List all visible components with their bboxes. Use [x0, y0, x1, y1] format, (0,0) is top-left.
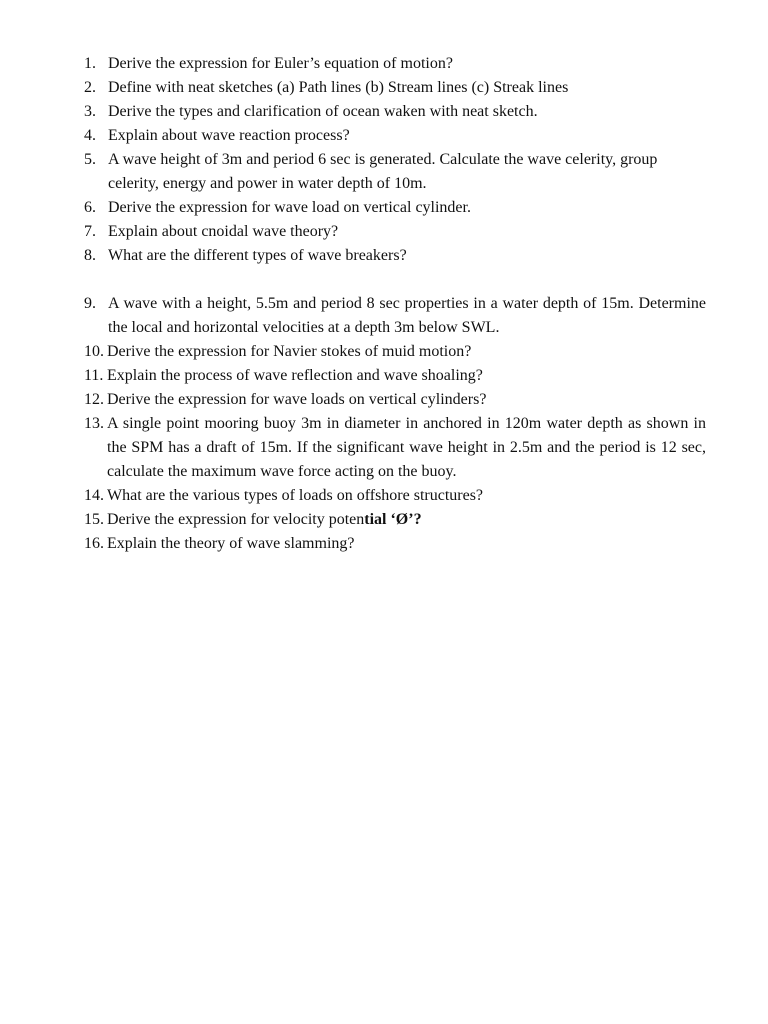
question-number: 11.	[84, 367, 104, 384]
question-number: 15.	[84, 511, 104, 528]
question-item	[84, 196, 706, 220]
question-number: 2.	[84, 79, 96, 96]
question-number: 1.	[84, 55, 96, 72]
question-item	[84, 124, 706, 148]
question-text	[107, 508, 706, 532]
question-item	[84, 340, 706, 364]
question-number: 6.	[84, 199, 96, 216]
question-number: 3.	[84, 103, 96, 120]
question-item	[84, 52, 706, 76]
question-text: A single point mooring buoy 3m in diameter in anchored in 120m water depth as shown in the SPM has a draft of 15m. If the significant wave height in 2.5m and the period is 12 sec, calculate the maximum wave force acting on the buoy.	[107, 415, 706, 480]
question-item	[84, 100, 706, 124]
question-text: What are the different types of wave breakers?	[108, 247, 407, 264]
question-number: 8.	[84, 247, 96, 264]
question-item	[84, 364, 706, 388]
question-text: Derive the expression for Euler’s equation of motion?	[108, 55, 453, 72]
question-item	[84, 412, 706, 484]
question-number: 9.	[84, 295, 96, 312]
question-text: Explain about cnoidal wave theory?	[108, 223, 339, 240]
question-item	[84, 484, 706, 508]
question-number: 10.	[84, 343, 104, 360]
question-text-bold: tial ‘Ø’?	[364, 511, 422, 528]
question-item	[84, 532, 706, 556]
question-text: Derive the types and clarification of ocean waken with neat sketch.	[108, 103, 538, 120]
question-text: Explain the theory of wave slamming?	[107, 535, 355, 552]
question-number: 13.	[84, 415, 104, 432]
question-item	[84, 220, 706, 244]
question-number: 7.	[84, 223, 96, 240]
question-item	[84, 76, 706, 100]
question-text: Derive the expression for wave load on vertical cylinder.	[108, 199, 471, 216]
question-item	[84, 508, 706, 532]
question-text: Explain about wave reaction process?	[108, 127, 350, 144]
question-number: 12.	[84, 391, 104, 408]
question-text: Derive the expression for Navier stokes of muid motion?	[107, 343, 472, 360]
question-text: What are the various types of loads on offshore structures?	[107, 487, 484, 504]
question-item	[84, 388, 706, 412]
question-item	[84, 244, 706, 268]
question-text: A wave height of 3m and period 6 sec is generated. Calculate the wave celerity, group celerity, energy and power in water depth of 10m.	[108, 151, 658, 192]
question-text: Explain the process of wave reflection and wave shoaling?	[107, 367, 483, 384]
question-text: Derive the expression for wave loads on vertical cylinders?	[107, 391, 487, 408]
question-text: A wave with a height, 5.5m and period 8 sec properties in a water depth of 15m. Determine the local and horizontal velocities at a depth 3m below SWL.	[108, 295, 706, 336]
question-text-regular: Derive the expression for velocity poten	[107, 511, 365, 528]
question-number: 14.	[84, 487, 104, 504]
question-item	[84, 292, 706, 340]
question-number: 5.	[84, 151, 96, 168]
question-number: 4.	[84, 127, 96, 144]
question-list	[84, 52, 706, 556]
question-item	[84, 148, 706, 196]
question-text: Define with neat sketches (a) Path lines (b) Stream lines (c) Streak lines	[108, 79, 569, 96]
question-number: 16.	[84, 535, 104, 552]
